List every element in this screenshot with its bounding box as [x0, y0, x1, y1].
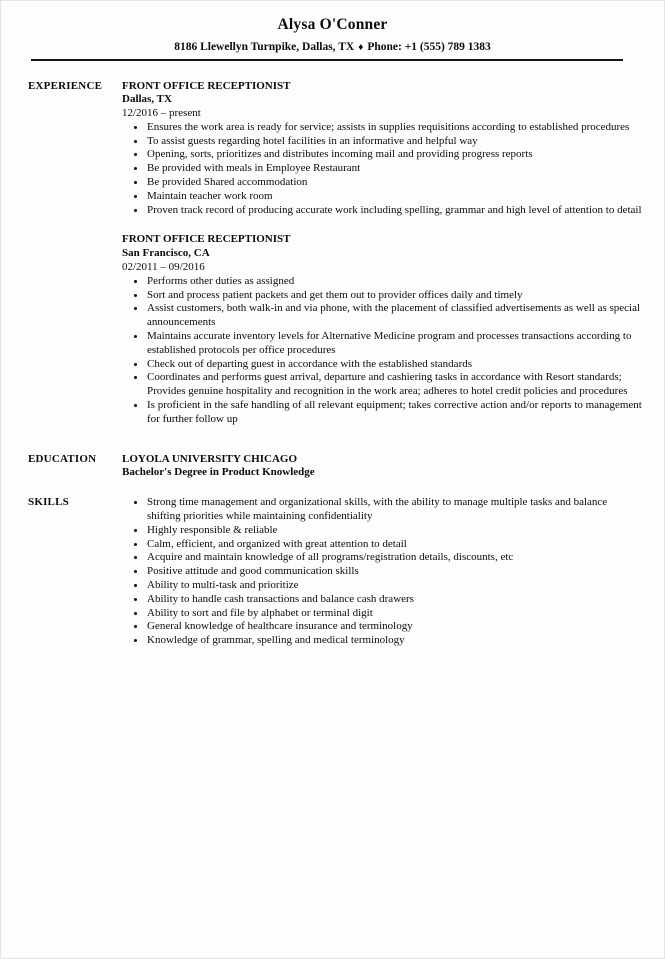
bullet-item: • Ability to handle cash transactions and balance cash drawers — [146, 593, 643, 607]
job-location: San Francisco, CA — [122, 247, 210, 260]
job-entry-san-francisco — [122, 233, 643, 426]
skills-content — [122, 496, 643, 648]
bullet-item: • Ensures the work area is ready for service; assists in supplies requisitions according to established procedures — [146, 121, 643, 135]
bullet-item: • Be provided Shared accommodation — [146, 176, 643, 190]
job-title: FRONT OFFICE RECEPTIONIST — [122, 233, 291, 246]
education-content — [122, 453, 643, 481]
section-label-education: EDUCATION — [28, 452, 97, 465]
job-entry-dallas — [122, 80, 643, 218]
contact-phone: Phone: +1 (555) 789 1383 — [367, 41, 491, 53]
bullet-item: • Is proficient in the safe handling of all relevant equipment; takes corrective action and/or reports to management for further follow up — [146, 399, 643, 427]
bullet-item: • Positive attitude and good communication skills — [146, 565, 643, 579]
bullet-item: • Knowledge of grammar, spelling and medical terminology — [146, 634, 643, 648]
section-education — [28, 453, 643, 481]
bullet-item: • Acquire and maintain knowledge of all programs/registration details, discounts, etc — [146, 551, 643, 565]
job-bullet-list — [122, 275, 643, 427]
bullet-item: • Performs other duties as assigned — [146, 275, 643, 289]
bullet-item: • Calm, efficient, and organized with great attention to detail — [146, 538, 643, 552]
bullet-item: • Ability to sort and file by alphabet or terminal digit — [146, 607, 643, 621]
section-label-experience: EXPERIENCE — [28, 79, 103, 92]
bullet-item: • Highly responsible & reliable — [146, 524, 643, 538]
section-label-skills: SKILLS — [28, 496, 69, 509]
bullet-item: • Maintain teacher work room — [146, 190, 643, 204]
resume-header — [0, 0, 665, 54]
bullet-item: • Check out of departing guest in accordance with the established standards — [146, 358, 643, 372]
education-school: LOYOLA UNIVERSITY CHICAGO — [122, 452, 298, 465]
bullet-item: • Ability to multi-task and prioritize — [146, 579, 643, 593]
bullet-item: • Maintains accurate inventory levels for Alternative Medicine program and processes transactions according to established protocols per office procedures — [146, 330, 643, 358]
bullet-item: • Be provided with meals in Employee Restaurant — [146, 162, 643, 176]
bullet-item: • General knowledge of healthcare insurance and terminology — [146, 620, 643, 634]
contact-address: 8186 Llewellyn Turnpike, Dallas, TX — [174, 41, 355, 53]
bullet-item: • Coordinates and performs guest arrival, departure and cashiering tasks in accordance with Resort standards; Provides genuine hospitality and recognition in the work area; adheres to hotel credit policies and procedures — [146, 371, 643, 399]
bullet-item: • Opening, sorts, prioritizes and distributes incoming mail and providing progress reports — [146, 148, 643, 162]
diamond-separator-icon: ♦ — [358, 41, 364, 53]
section-skills — [28, 496, 643, 648]
job-location: Dallas, TX — [122, 93, 172, 106]
education-degree: Bachelor's Degree in Product Knowledge — [122, 466, 315, 479]
job-dates: 12/2016 – present — [122, 107, 201, 120]
section-experience — [28, 80, 643, 427]
job-title: FRONT OFFICE RECEPTIONIST — [122, 79, 291, 92]
bullet-item: • Assist customers, both walk-in and via phone, with the placement of classified advertisements as well as special announcements — [146, 302, 643, 330]
experience-content — [122, 80, 643, 427]
job-bullet-list — [122, 121, 643, 218]
contact-line — [0, 41, 665, 54]
job-dates: 02/2011 – 09/2016 — [122, 261, 205, 274]
skills-bullet-list — [122, 496, 643, 648]
bullet-item: • To assist guests regarding hotel facilities in an informative and helpful way — [146, 135, 643, 149]
bullet-item: • Proven track record of producing accurate work including spelling, grammar and high level of attention to detail — [146, 204, 643, 218]
resume-body — [0, 61, 665, 648]
bullet-item: • Sort and process patient packets and get them out to provider offices daily and timely — [146, 289, 643, 303]
candidate-name: Alysa O'Conner — [277, 16, 388, 33]
bullet-item: • Strong time management and organizational skills, with the ability to manage multiple tasks and balance shifting priorities while maintaining confidentiality — [146, 496, 643, 524]
